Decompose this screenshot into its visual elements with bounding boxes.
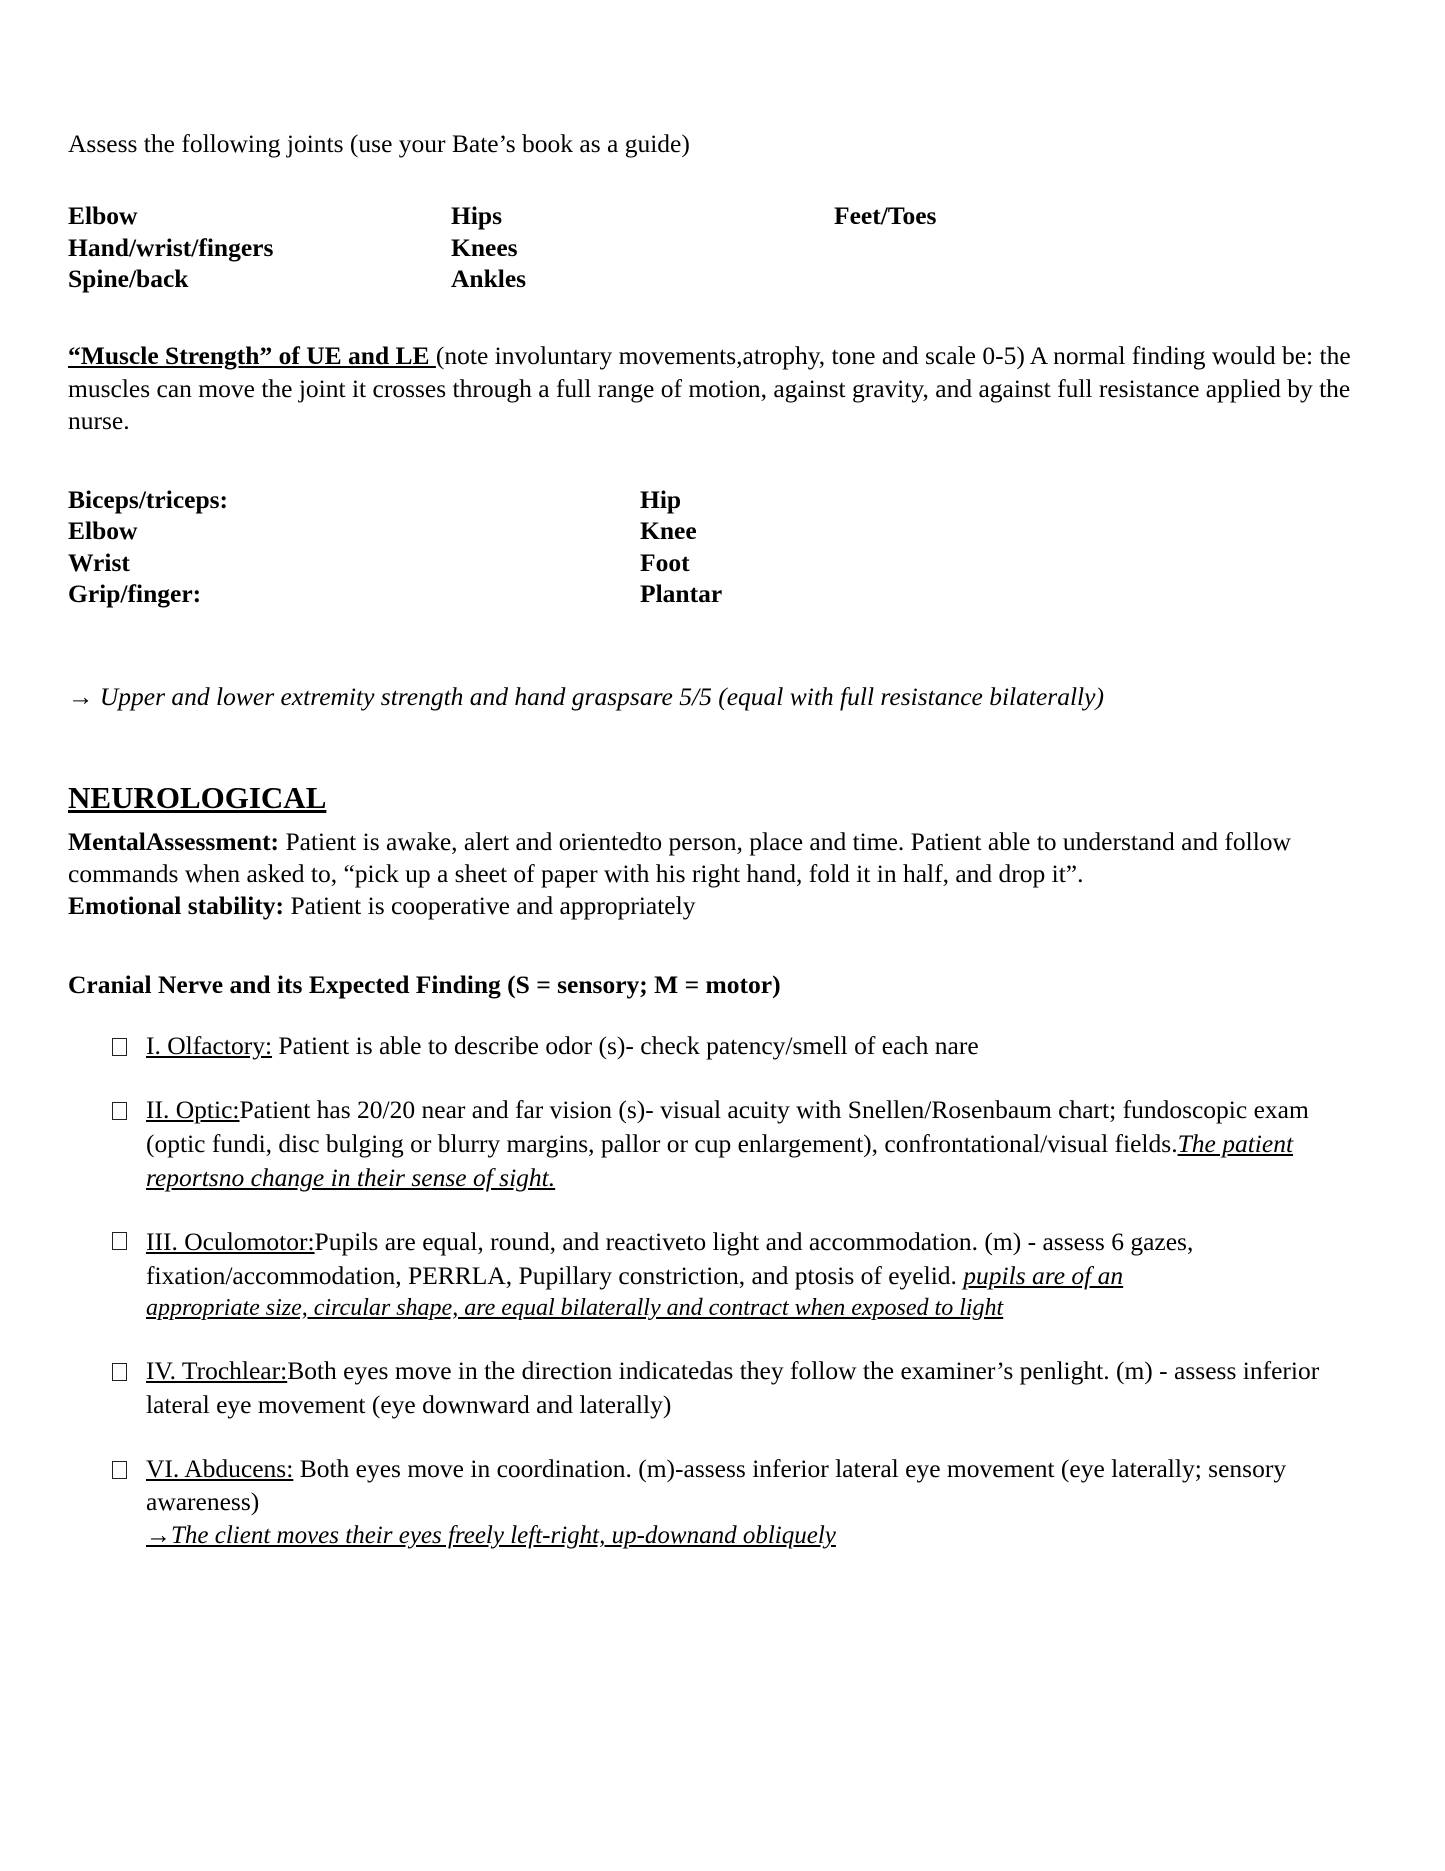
cranial-nerve-item-trochlear[interactable] (68, 1354, 1368, 1422)
cranial-nerve-item-text (146, 1029, 1368, 1063)
muscle-strength-body: (note involuntary movements,atrophy, tone and scale 0-5) A normal finding would be: the muscles can move the joint it crosses through a full range of motion, against gravity, and against full resistance applied by the nurse. (68, 341, 1351, 436)
cranial-nerve-label-trochlear: IV. Trochlear: (146, 1355, 288, 1385)
cranial-nerve-body-trochlear: Both eyes move in the direction indicatedas they follow the examiner’s penlight. (m) - assess inferior lateral eye movement (eye downward and laterally) (146, 1355, 1320, 1419)
cranial-nerve-item-text (146, 1225, 1368, 1324)
strength-table (68, 484, 1368, 610)
cranial-nerve-heading: Cranial Nerve and its Expected Finding (S = sensory; M = motor) (68, 969, 781, 999)
joints-row-2-col-2: Knees (451, 232, 518, 262)
muscle-strength-paragraph (68, 340, 1368, 437)
cranial-nerve-item-text (146, 1093, 1368, 1195)
strength-finding-line: → Upper and lower extremity strength and hand graspsare 5/5 (equal with full resistance bilaterally) (68, 682, 1104, 712)
cranial-nerve-item-abducens[interactable] (68, 1452, 1368, 1553)
document-body (68, 128, 1368, 1583)
joints-row-3-col-2: Ankles (451, 264, 527, 294)
cranial-nerve-note-optic: The patient reportsno change in their sense of sight. (146, 1128, 1294, 1192)
cranial-nerve-item-text (146, 1354, 1368, 1422)
joints-table (68, 200, 1368, 294)
joints-row-3-col-3 (834, 263, 1368, 294)
checkbox-icon[interactable] (112, 1461, 127, 1479)
joints-row-2-col-1: Hand/wrist/fingers (68, 232, 274, 262)
cranial-nerve-body-olfactory: Patient is able to describe odor (s)- check patency/smell of each nare (272, 1031, 979, 1061)
neurological-heading-wrap (68, 779, 1368, 818)
strength-row-3-col-2: Foot (640, 547, 690, 577)
spacer (68, 923, 1368, 969)
emotional-stability-text: Patient is cooperative and appropriately (284, 891, 696, 921)
strength-row-3-col-1: Wrist (68, 547, 130, 577)
intro-line: Assess the following joints (use your Bate’s book as a guide) (68, 129, 690, 158)
checkbox-icon[interactable] (112, 1363, 127, 1381)
joints-row-3-col-1: Spine/back (68, 264, 189, 294)
emotional-stability-paragraph (68, 890, 1368, 922)
spacer (68, 1001, 1368, 1029)
spacer (68, 610, 1368, 656)
mental-assessment-text: Patient is awake, alert and orientedto person, place and time. Patient able to understand and follow commands when asked to, “pick up a sheet of paper with his right hand, fold it in half, and drop it”. (68, 826, 1291, 889)
joints-row-1-col-2: Hips (451, 201, 503, 231)
muscle-strength-heading: “Muscle Strength” of UE and LE (68, 341, 436, 371)
spacer (68, 160, 1368, 200)
cranial-nerve-item-optic[interactable] (68, 1093, 1368, 1195)
emotional-stability-label: Emotional stability: (68, 891, 285, 921)
cranial-nerve-list (68, 1029, 1368, 1553)
cranial-nerve-note-oculomotor: pupils are of an (963, 1260, 1124, 1290)
cranial-nerve-arrow-note-text: →The client moves their eyes freely left-right, up-downand obliquely (146, 1522, 836, 1550)
cranial-nerve-body-optic: Patient has 20/20 near and far vision (s)- visual acuity with Snellen/Rosenbaum chart; fundoscopic exam (optic fundi, disc bulging or blurry margins, pallor or cup enlargement), confrontational/visual fields. (146, 1095, 1309, 1158)
cranial-nerve-label-olfactory: I. Olfactory: (146, 1031, 273, 1061)
spacer (68, 294, 1368, 340)
spacer (68, 739, 1368, 779)
spacer (68, 818, 1368, 826)
cranial-nerve-item-olfactory[interactable] (68, 1029, 1368, 1063)
mental-assessment-paragraph (68, 826, 1368, 891)
cranial-nerve-label-oculomotor: III. Oculomotor: (146, 1226, 315, 1256)
cranial-nerve-arrow-note-abducens (146, 1519, 1368, 1552)
joints-row-1-col-1: Elbow (68, 201, 138, 231)
spacer (68, 438, 1368, 484)
joints-row-1-col-3: Feet/Toes (834, 201, 937, 231)
cranial-nerve-body-abducens: Both eyes move in coordination. (m)-assess inferior lateral eye movement (eye laterally; sensory awareness) (146, 1453, 1287, 1517)
strength-row-4-col-1: Grip/finger: (68, 579, 202, 609)
strength-row-2-col-2: Knee (640, 516, 697, 546)
page-section-title: NEUROLOGICAL (68, 779, 327, 815)
cranial-nerve-body-oculomotor: Pupils are equal, round, and reactiveto light and accommodation. (m) - assess 6 gazes, fixation/accommodation, PERRLA, Pupillary constriction, and ptosis of eyelid. (146, 1226, 1194, 1290)
mental-assessment-label: MentalAssessment: (68, 826, 280, 856)
joints-row-2-col-3 (834, 232, 1368, 263)
checkbox-icon[interactable] (112, 1038, 127, 1056)
cranial-nerve-label-abducens: VI. Abducens: (146, 1453, 294, 1483)
strength-row-1-col-1: Biceps/triceps: (68, 484, 229, 514)
cranial-nerve-subnote-oculomotor: appropriate size, circular shape, are equal bilaterally and contract when exposed to light (146, 1294, 1004, 1321)
strength-row-4-col-2: Plantar (640, 579, 723, 609)
cranial-nerve-label-optic: II. Optic: (146, 1095, 240, 1125)
checkbox-icon[interactable] (112, 1102, 127, 1120)
checkbox-icon[interactable] (112, 1232, 127, 1250)
strength-row-2-col-1: Elbow (68, 516, 138, 546)
cranial-nerve-item-text (146, 1452, 1368, 1553)
cranial-nerve-item-oculomotor[interactable] (68, 1225, 1368, 1324)
strength-row-1-col-2: Hip (640, 484, 682, 514)
